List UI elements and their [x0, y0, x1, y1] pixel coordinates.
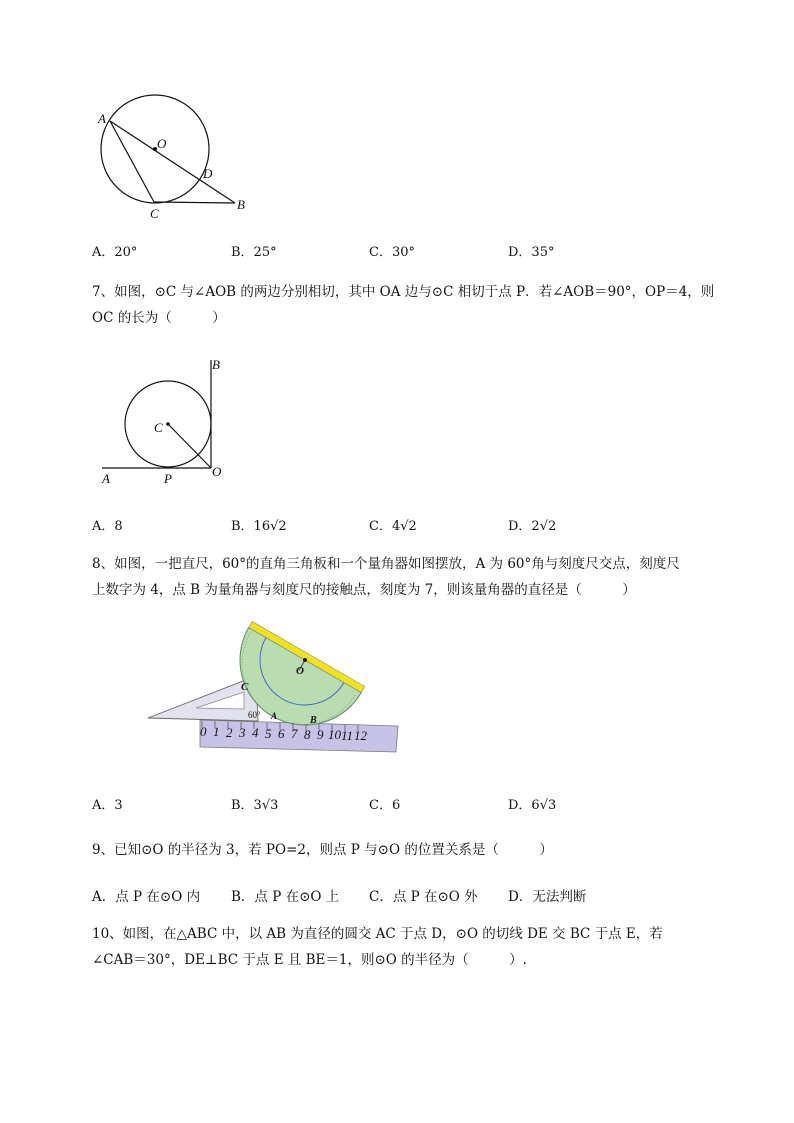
ruler-num-3: 3 [239, 725, 246, 740]
label-B: B [310, 715, 317, 726]
q9-option-b[interactable]: B．点 P 在⊙O 上 [231, 889, 340, 905]
figure-q6-circle [90, 90, 260, 225]
label-A: A [98, 111, 106, 126]
q7-option-c[interactable]: C．4√2 [369, 519, 417, 534]
q7-option-b[interactable]: B．16√2 [231, 519, 287, 534]
figure-q8-ruler-protractor [140, 620, 410, 760]
ruler-num-9: 9 [317, 727, 324, 742]
label-D: D [203, 166, 213, 181]
figure-q7-circle [98, 352, 228, 487]
q8-option-a[interactable]: A．3 [92, 798, 123, 813]
ruler-num-10: 10 [328, 727, 341, 742]
ruler-num-7: 7 [291, 726, 298, 741]
q8-option-b[interactable]: B．3√3 [231, 798, 279, 813]
label-A: A [102, 471, 110, 486]
q8-text [92, 551, 680, 603]
ruler-num-11: 11 [341, 728, 354, 743]
q9-option-a[interactable]: A．点 P 在⊙O 内 [92, 889, 201, 905]
q9-option-c[interactable]: C．点 P 在⊙O 外 [369, 889, 478, 905]
q7-text [92, 279, 714, 331]
q9-option-d[interactable]: D．无法判断 [508, 889, 587, 905]
ruler-num-5: 5 [265, 726, 272, 741]
q7-option-d[interactable]: D．2√2 [508, 519, 557, 534]
ruler-num-1: 1 [213, 724, 220, 739]
label-A: A [271, 711, 278, 721]
q8-line2: 上数字为 4，点 B 为量角器与刻度尺的接触点，刻度为 7，则该量角器的直径是（ ） [92, 582, 636, 598]
label-C: C [241, 681, 249, 693]
ruler-num-8: 8 [304, 727, 311, 742]
q7-option-a[interactable]: A．8 [92, 519, 123, 534]
label-B: B [237, 197, 245, 212]
q6-option-a[interactable]: A．20° [92, 245, 138, 260]
q7-line2: OC 的长为（ ） [92, 310, 226, 326]
q8-option-d[interactable]: D．6√3 [508, 798, 557, 813]
ruler-num-0: 0 [200, 724, 207, 739]
label-B: B [212, 357, 220, 372]
ruler-num-4: 4 [252, 725, 259, 740]
q7-line1: 7、如图，⊙C 与∠AOB 的两边分别相切，其中 OA 边与⊙C 相切于点 P．若∠AOB＝90°，OP＝4，则 [92, 284, 715, 300]
label-P: P [164, 471, 172, 486]
q10-text [92, 921, 663, 973]
label-O: O [212, 464, 222, 479]
ruler-num-12: 12 [354, 728, 367, 743]
q6-option-b[interactable]: B．25° [231, 245, 277, 260]
ruler-num-6: 6 [278, 726, 285, 741]
label-C: C [154, 420, 163, 435]
label-angle-60: 60° [248, 710, 261, 720]
label-O: O [296, 665, 304, 677]
q10-line2: ∠CAB＝30°，DE⊥BC 于点 E 且 BE＝1，则⊙O 的半径为（ ）. [92, 952, 527, 968]
label-C: C [150, 206, 159, 221]
q10-line1: 10、如图，在△ABC 中，以 AB 为直径的圆交 AC 于点 D，⊙O 的切线 DE 交 BC 于点 E，若 [92, 926, 663, 942]
q9-line1: 9、已知⊙O 的半径为 3，若 PO=2，则点 P 与⊙O 的位置关系是（ ） [92, 842, 553, 858]
ruler-num-2: 2 [226, 725, 233, 740]
q6-option-d[interactable]: D．35° [508, 245, 555, 260]
q9-text [92, 837, 553, 863]
label-O: O [157, 136, 167, 151]
q6-option-c[interactable]: C．30° [369, 245, 415, 260]
q8-option-c[interactable]: C．6 [369, 798, 401, 813]
q8-line1: 8、如图，一把直尺，60°的直角三角板和一个量角器如图摆放，A 为 60°角与刻度尺交点，刻度尺 [92, 556, 680, 572]
